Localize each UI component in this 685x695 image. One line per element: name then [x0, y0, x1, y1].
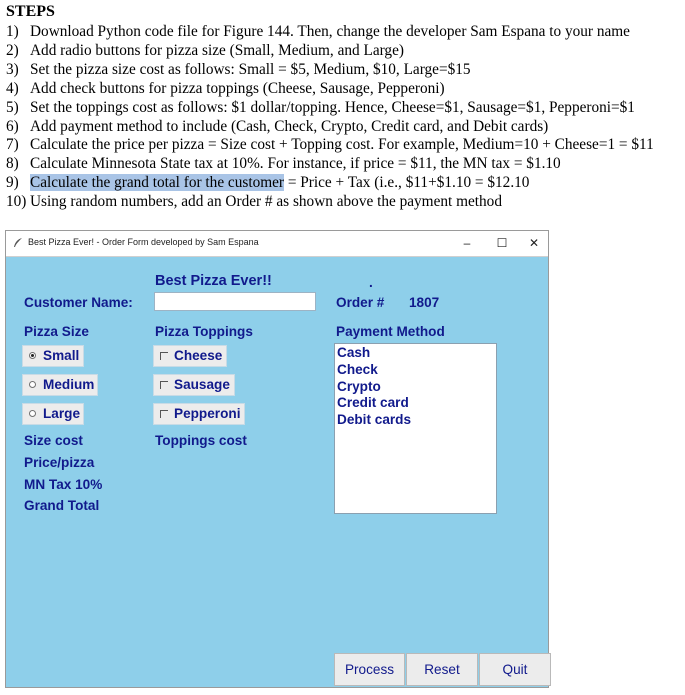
price-per-pizza-label: Price/pizza: [24, 455, 95, 470]
dot-label: .: [369, 275, 373, 290]
step-2: 2) Add radio buttons for pizza size (Small, Medium, and Large): [6, 41, 404, 59]
pizza-toppings-label: Pizza Toppings: [155, 324, 253, 339]
radio-icon: [29, 410, 36, 417]
topping-check-sausage[interactable]: Sausage: [153, 374, 235, 396]
payment-option-cash[interactable]: Cash: [337, 345, 371, 360]
pizza-order-window: [5, 230, 549, 688]
topping-check-pepperoni[interactable]: Pepperoni: [153, 403, 245, 425]
step-10: 10) Using random numbers, add an Order # as shown above the payment method: [6, 193, 502, 211]
step-3: 3) Set the pizza size cost as follows: Small = $5, Medium, $10, Large=$15: [6, 60, 471, 78]
feather-icon: [12, 237, 24, 249]
payment-option-crypto[interactable]: Crypto: [337, 378, 381, 394]
selected-text-highlight: Calculate the grand total for the customer: [30, 174, 285, 192]
payment-option-credit-card[interactable]: Credit card: [337, 395, 409, 411]
step-9: 9) Calculate the grand total for the customer = Price + Tax (i.e., $11+$1.10 = $12.10: [6, 174, 530, 192]
pizza-size-label: Pizza Size: [24, 324, 89, 339]
step-8: 8) Calculate Minnesota State tax at 10%. For instance, if price = $11, the MN tax = $1.10: [6, 155, 561, 173]
payment-method-listbox[interactable]: [334, 343, 497, 514]
app-title: Best Pizza Ever!!: [155, 273, 272, 289]
checkbox-icon: [160, 410, 168, 418]
checkbox-icon: [160, 352, 168, 360]
order-label: Order #: [336, 295, 385, 310]
window-title: Best Pizza Ever! - Order Form developed by Sam Espana: [28, 237, 259, 247]
checkbox-icon: [160, 381, 168, 389]
customer-name-label: Customer Name:: [24, 295, 133, 310]
steps-heading: STEPS: [6, 3, 55, 20]
toppings-cost-label: Toppings cost: [155, 433, 247, 448]
radio-icon: [29, 381, 36, 388]
process-button[interactable]: Process: [334, 653, 405, 686]
payment-method-label: Payment Method: [336, 324, 445, 339]
step-6: 6) Add payment method to include (Cash, Check, Crypto, Credit card, and Debit cards): [6, 117, 549, 135]
grand-total-label: Grand Total: [24, 498, 100, 513]
minimize-button[interactable]: –: [463, 236, 471, 250]
maximize-button[interactable]: ☐: [496, 236, 508, 250]
size-radio-large[interactable]: Large: [22, 403, 84, 425]
topping-check-cheese[interactable]: Cheese: [153, 345, 227, 367]
step-7: 7) Calculate the price per pizza = Size cost + Topping cost. For example, Medium=10 + Cheese=1 = $11: [6, 136, 654, 154]
payment-option-check[interactable]: Check: [337, 361, 378, 377]
step-5: 5) Set the toppings cost as follows: $1 dollar/topping. Hence, Cheese=$1, Sausage=$1, Pepperoni=$1: [6, 98, 635, 116]
customer-name-input[interactable]: [154, 292, 316, 311]
close-button[interactable]: ✕: [528, 236, 540, 250]
size-cost-label: Size cost: [24, 433, 83, 448]
size-radio-small[interactable]: Small: [22, 345, 84, 367]
window-titlebar[interactable]: [6, 231, 548, 257]
step-1: 1) Download Python code file for Figure 144. Then, change the developer Sam Espana to your name: [6, 23, 630, 40]
size-radio-medium[interactable]: Medium: [22, 374, 98, 396]
instructions-document: [6, 2, 685, 212]
radio-selected-icon: [29, 352, 36, 359]
quit-button[interactable]: Quit: [479, 653, 551, 686]
payment-option-debit-cards[interactable]: Debit cards: [337, 412, 412, 428]
mn-tax-label: MN Tax 10%: [24, 477, 103, 492]
order-number: 1807: [409, 295, 440, 310]
reset-button[interactable]: Reset: [406, 653, 478, 686]
step-4: 4) Add check buttons for pizza toppings (Cheese, Sausage, Pepperoni): [6, 79, 445, 97]
